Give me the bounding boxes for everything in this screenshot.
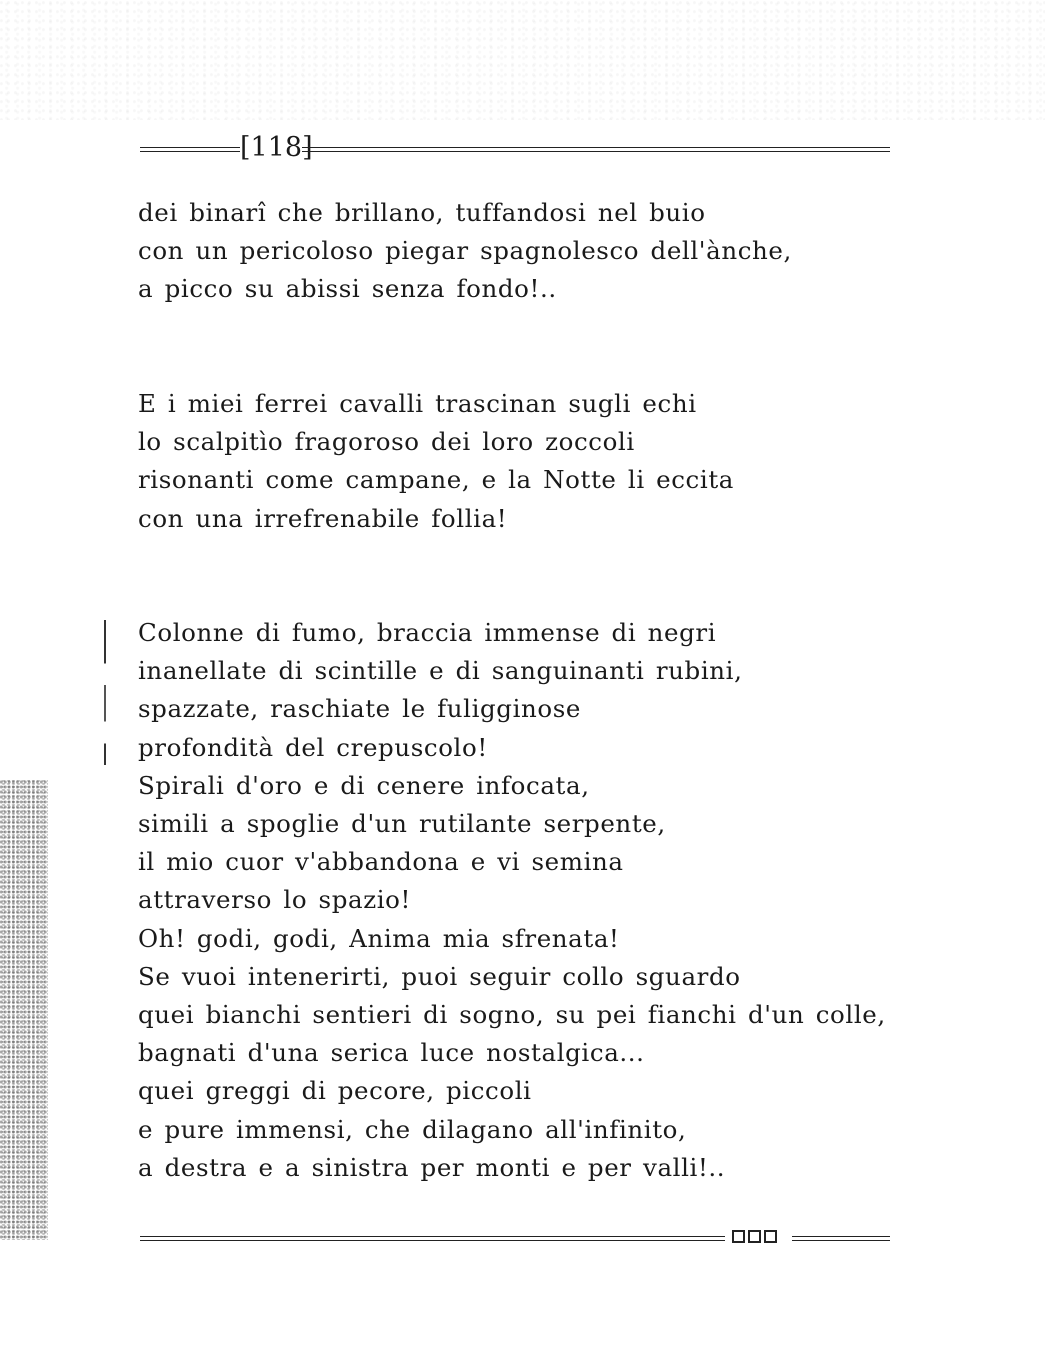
ornament-square-icon [732,1230,745,1243]
verse-line: risonanti come campane, e la Notte li eccita [138,465,734,495]
verse-line: e pure immensi, che dilagano all'infinito, [138,1114,687,1144]
ornament-square-icon [748,1230,761,1243]
header-rule-left [140,147,240,152]
stanza-2 [138,385,898,538]
footer-rule-right [792,1236,890,1241]
verse-line: Colonne di fumo, braccia immense di negri [138,618,717,647]
verse-line: Oh! godi, godi, Anima mia sfrenata! [138,923,620,953]
verse-line: il mio cuor v'abbandona e vi semina [138,847,624,877]
verse-line: inanellate di scintille e di sanguinanti rubini, [138,656,743,686]
page-number: [118] [240,132,313,163]
footer-rule-left [140,1236,725,1241]
scan-noise-left [0,780,48,1240]
verse-line: bagnati d'una serica luce nostalgica... [138,1038,645,1068]
verse-line: lo scalpitìo fragoroso dei loro zoccoli [138,427,635,457]
stanza-1 [138,194,898,309]
ornament-square-icon [764,1230,777,1243]
verse-line: con una irrefrenabile follia! [138,503,508,533]
verse-line: dei binarî che brillano, tuffandosi nel buio [138,198,706,227]
footer-ornament [732,1230,777,1243]
verse-line: profondità del crepuscolo! [138,732,488,762]
verse-line: attraverso lo spazio! [138,885,411,915]
scan-noise-top [0,0,1045,120]
header-rule-right [302,147,890,152]
verse-line: con un pericoloso piegar spagnolesco dell'ànche, [138,236,792,266]
verse-line: E i miei ferrei cavalli trascinan sugli echi [138,389,697,418]
margin-mark [104,620,106,765]
verse-line: spazzate, raschiate le fuligginose [138,694,582,724]
verse-line: quei greggi di pecore, piccoli [138,1076,532,1106]
page-header [140,130,890,166]
verse-line: quei bianchi sentieri di sogno, su pei fianchi d'un colle, [138,1000,886,1030]
verse-line: a destra e a sinistra per monti e per valli!.. [138,1152,726,1182]
verse-line: Se vuoi intenerirti, puoi seguir collo sguardo [138,961,741,991]
stanza-3 [138,614,898,1187]
verse-line: a picco su abissi senza fondo!.. [138,274,557,304]
page-footer [140,1228,890,1250]
verse-line: Spirali d'oro e di cenere infocata, [138,770,590,800]
verse-line: simili a spoglie d'un rutilante serpente, [138,809,666,839]
